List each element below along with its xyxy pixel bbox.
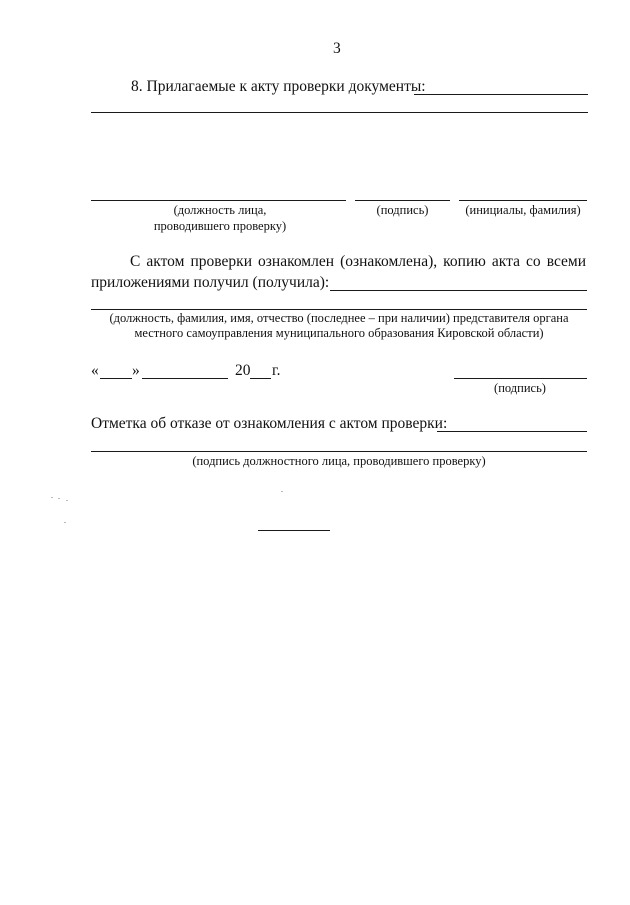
date-year-line bbox=[250, 378, 271, 379]
scan-speck bbox=[51, 497, 53, 498]
inspector-signature-caption: (подпись) bbox=[376, 203, 429, 217]
inspector-position-line bbox=[91, 200, 346, 201]
scan-speck bbox=[66, 500, 68, 501]
refusal-label: Отметка об отказе от ознакомления с актом проверки: bbox=[91, 415, 448, 432]
representative-caption-2: местного самоуправления муниципального образования Кировской области) bbox=[134, 326, 544, 340]
refusal-signature-line bbox=[91, 451, 587, 452]
scan-speck bbox=[281, 491, 283, 492]
representative-caption-1: (должность, фамилия, имя, отчество (последнее – при наличии) представителя органа bbox=[109, 311, 569, 325]
acquainted-fill-line bbox=[330, 290, 587, 291]
closing-separator-line bbox=[258, 530, 330, 531]
acquainted-paragraph-line-1: С актом проверки ознакомлен (ознакомлена), копию акта со всеми bbox=[130, 253, 586, 270]
inspector-initials-line bbox=[459, 200, 587, 201]
representative-line bbox=[91, 309, 587, 310]
date-year-prefix: 20 bbox=[235, 362, 251, 379]
date-month-line bbox=[142, 378, 228, 379]
attached-documents-fill-line bbox=[414, 94, 588, 95]
inspector-signature-line bbox=[355, 200, 450, 201]
attached-documents-label: 8. Прилагаемые к акту проверки документы: bbox=[131, 78, 426, 95]
refusal-caption: (подпись должностного лица, проводившего проверку) bbox=[192, 454, 486, 468]
inspector-position-caption-1: (должность лица, bbox=[173, 203, 267, 217]
inspector-initials-caption: (инициалы, фамилия) bbox=[465, 203, 581, 217]
attached-documents-second-line bbox=[91, 112, 588, 113]
scan-speck bbox=[58, 498, 60, 499]
date-day-line bbox=[100, 378, 132, 379]
inspector-position-caption-2: проводившего проверку) bbox=[153, 219, 287, 233]
date-close-quote: » bbox=[132, 362, 140, 379]
scan-speck bbox=[64, 522, 66, 523]
date-year-suffix: г. bbox=[272, 362, 281, 379]
refusal-fill-line bbox=[437, 431, 587, 432]
acquainted-paragraph-line-2: приложениями получил (получила): bbox=[91, 274, 330, 291]
page-number: 3 bbox=[333, 40, 341, 57]
date-open-quote: « bbox=[91, 362, 99, 379]
date-signature-line bbox=[454, 378, 587, 379]
date-signature-caption: (подпись) bbox=[494, 381, 546, 395]
